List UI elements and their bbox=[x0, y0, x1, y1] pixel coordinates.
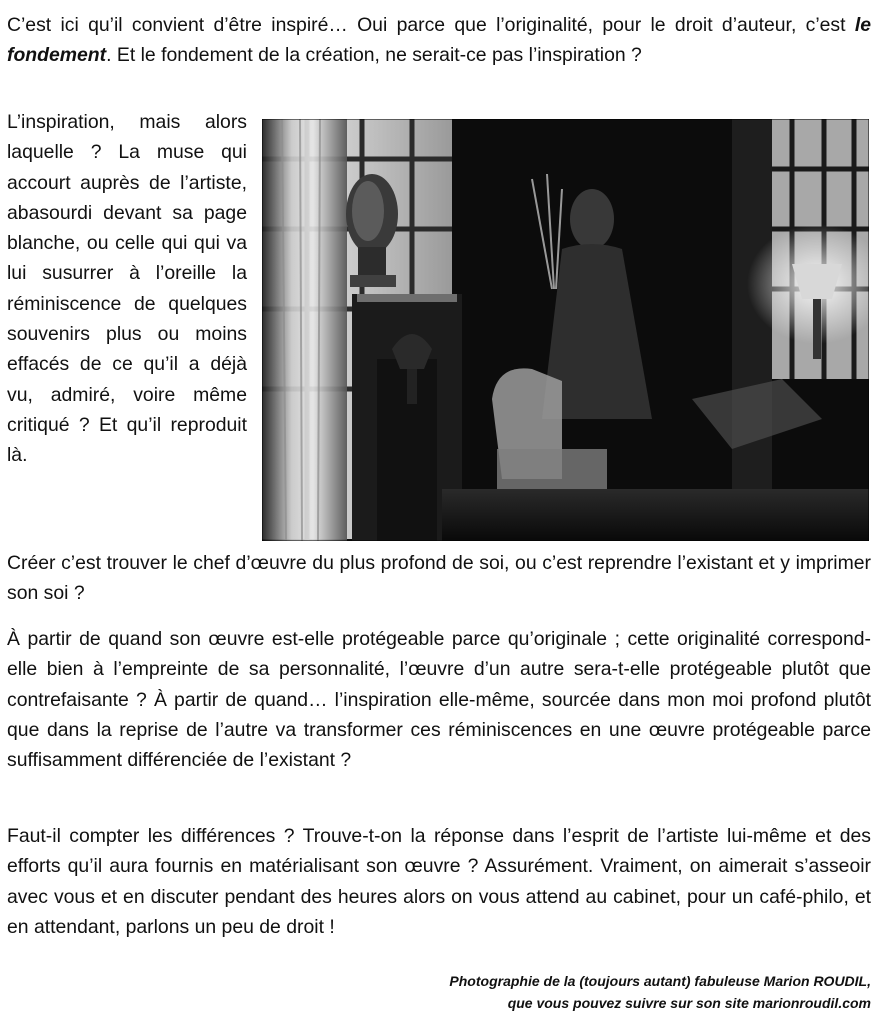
caption-line-1: Photographie de la (toujours autant) fabuleuse Marion ROUDIL, bbox=[449, 973, 871, 989]
intro-paragraph bbox=[7, 10, 871, 71]
intro-text-after: . Et le fondement de la création, ne serait-ce pas l’inspiration ? bbox=[106, 44, 642, 67]
intro-emphasis: le fondement bbox=[7, 14, 871, 67]
paragraph-3: Créer c’est trouver le chef d’œuvre du plus profond de soi, ou c’est reprendre l’existant et y imprimer son soi ? bbox=[7, 552, 871, 605]
caption-line-2: que vous pouvez suivre sur son site marionroudil.com bbox=[507, 995, 871, 1011]
intro-text-before: C’est ici qu’il convient d’être inspiré… Oui parce que l’originalité, pour le droit d’auteur, c’est bbox=[7, 14, 855, 36]
side-paragraph: L’inspiration, mais alors laquelle ? La muse qui accourt auprès de l’artiste, abasourdi devant sa page blanche, ou celle qui qui va lui susurrer à l’oreille la réminiscence de quelques souvenirs plus ou moins effacés de ce qu’il a déjà vu, admiré, voire même critiqué ? Et qu’il reproduit là. bbox=[7, 111, 247, 467]
photo-caption bbox=[7, 970, 871, 1014]
paragraph-4: À partir de quand son œuvre est-elle protégeable parce qu’originale ; cette originalité correspond-elle bien à l’empreinte de sa personnalité, l’œuvre d’un autre sera-t-elle protégeable plutôt que contrefaisante ? À partir de quand… l’inspiration elle-même, sourcée dans mon moi profond plutôt que dans la reprise de l’autre va transformer ces réminiscences en une œuvre protégeable parce suffisamment différenciée de l’existant ? bbox=[7, 628, 871, 772]
interior-photograph bbox=[262, 119, 869, 541]
paragraph-5: Faut-il compter les différences ? Trouve-t-on la réponse dans l’esprit de l’artiste lui-même et des efforts qu’il aura fournis en matérialisant son œuvre ? Assurément. Vraiment, on aimerait s’asseoir avec vous et en discuter pendant des heures alors on vous attend au cabinet, pour un café-philo, et en attendant, parlons un peu de droit ! bbox=[7, 825, 871, 938]
